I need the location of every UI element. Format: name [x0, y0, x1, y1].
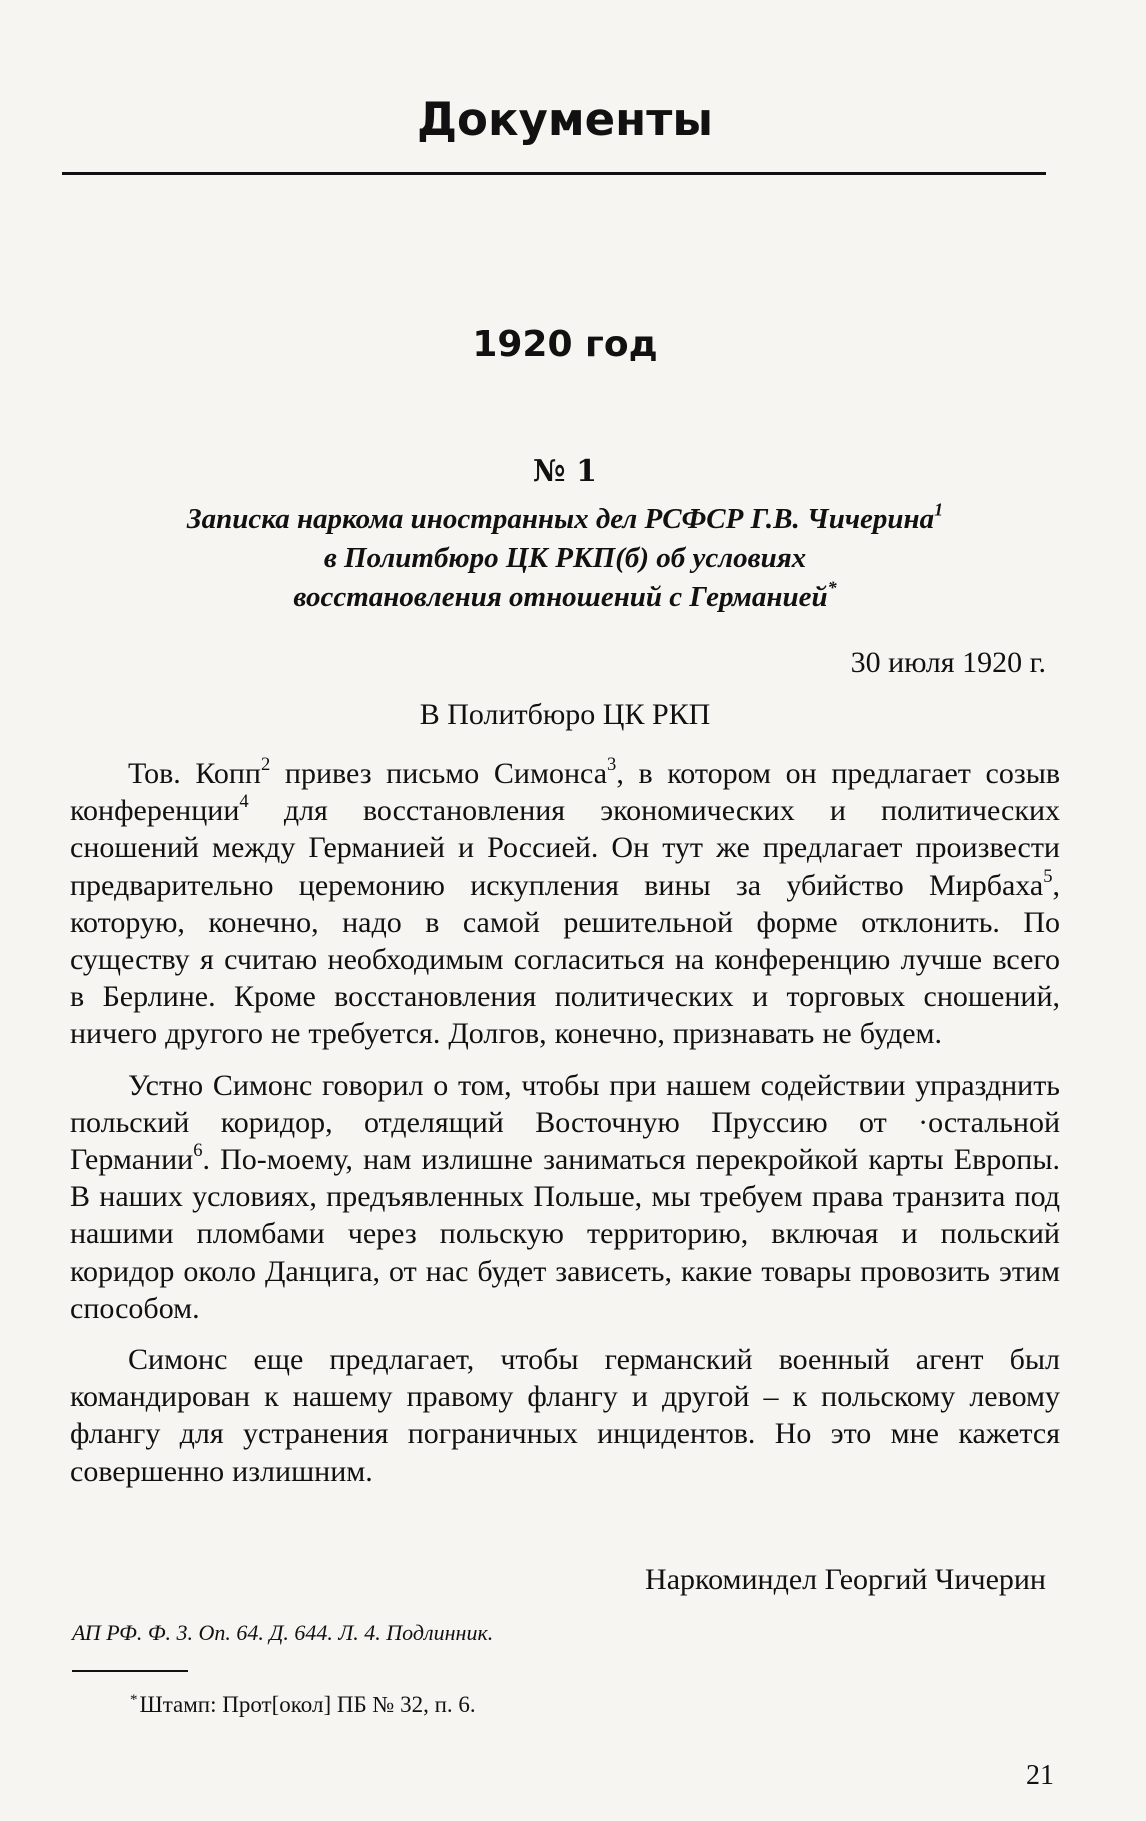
- document-number: № 1: [533, 454, 597, 489]
- footnote-ref-3: 3: [607, 753, 617, 775]
- document-heading-line-1: Записка наркома иностранных дел РСФСР Г.В. Чичерина$^1$: [186, 499, 944, 535]
- addressee: В Политбюро ЦК РКП: [419, 698, 711, 731]
- section-title: Документы: [416, 93, 714, 146]
- footnote-ref-star: *: [827, 577, 837, 598]
- document-heading: [70, 500, 1060, 617]
- document-heading-line-3: восстановления отношений с Германией*: [293, 577, 837, 613]
- document-body: [70, 755, 1060, 1504]
- footnote: *Штамп: Прот[окол] ПБ № 32, п. 6.: [130, 1692, 476, 1717]
- document-date: 30 июля 1920 г.: [850, 646, 1046, 679]
- document-heading-line-2: в Политбюро ЦК РКП(б) об условиях: [323, 542, 807, 574]
- footnote-ref-5: 5: [1043, 865, 1053, 887]
- footnote-ref-6: 6: [193, 1140, 203, 1162]
- page-number: 21: [1026, 1760, 1054, 1791]
- footnote-ref-1: 1: [934, 499, 944, 520]
- footnote-rule: [72, 1670, 188, 1672]
- paragraph-3: Симонс еще предлагает, чтобы германский военный агент был командирован к нашему правому флангу и другой – к польскому левому флангу для устранения пограничных инцидентов. Но это мне кажется совершенно излишним.: [70, 1343, 1060, 1488]
- year-heading: 1920 год: [472, 324, 658, 365]
- paragraph-2: Устно Симонс говорил о том, чтобы при нашем содействии упразднить польский коридор, отделящий Восточную Пруссию от ·остальной Германии$^6$. По-моему, нам излишне заниматься перекройкой карты Европы. В наших условиях, предъявленных Польше, мы требуем права транзита под нашими пломбами через польскую территорию, включая и польский коридор около Данцига, от нас будет зависеть, какие товары провозить этим способом.: [70, 1068, 1060, 1325]
- footnote-ref-2: 2: [261, 753, 271, 775]
- archive-reference: АП РФ. Ф. 3. Оп. 64. Д. 644. Л. 4. Подлинник.: [72, 1620, 494, 1645]
- title-rule: [62, 172, 1046, 175]
- paragraph-1: Тов. Копп$^2$ привез письмо Симонса$^3$, в котором он предлагает созыв конференции$^4$ для восстановления экономических и политических сношений между Германией и Россией. Он тут же предлагает произвести предварительно церемонию искупления вины за убийство Мирбаха$^5$, которую, конечно, надо в самой решительной форме отклонить. По существу я считаю необходимым согласиться на конференцию лучше всего в Берлине. Кроме восстановления политических и торговых сношений, ничего другого не требуется. Долгов, конечно, признавать не будем.: [70, 753, 1061, 1051]
- footnote-mark: *: [130, 1692, 138, 1708]
- signature: Наркоминдел Георгий Чичерин: [645, 1563, 1046, 1596]
- footnote-ref-4: 4: [239, 791, 249, 813]
